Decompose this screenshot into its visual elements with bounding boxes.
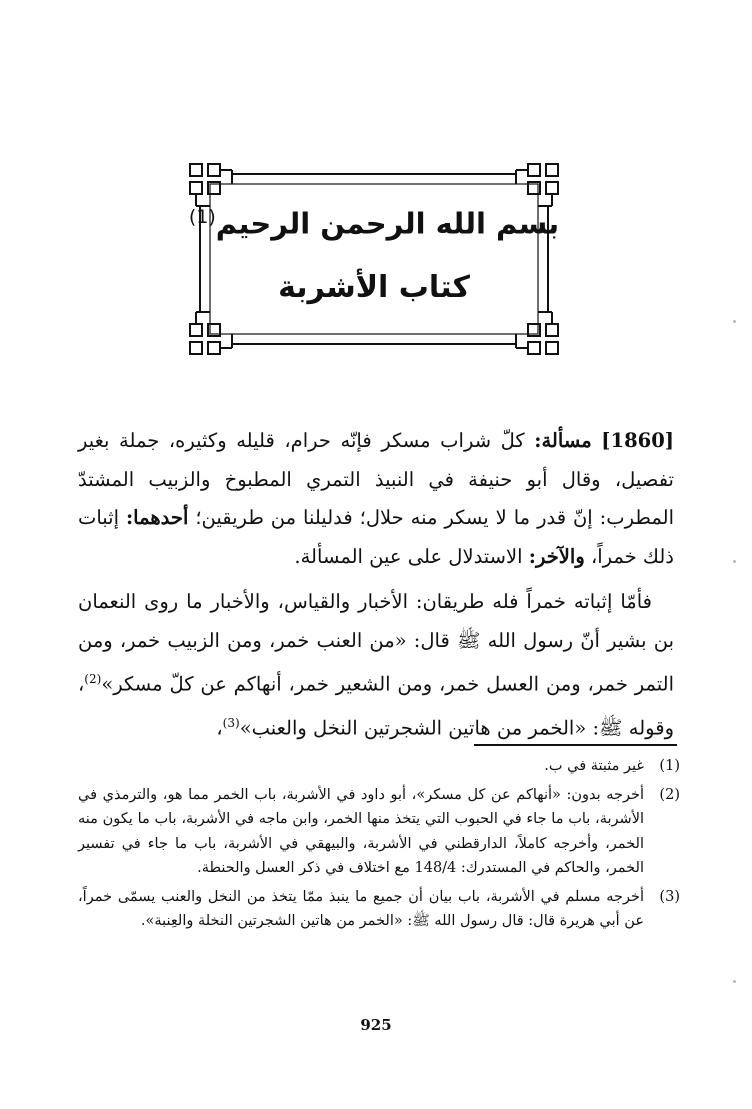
paragraph-text: ، وقوله ﷺ: «الخمر من هاتين الشجرتين النخل والعنب» <box>78 672 674 740</box>
first-way-label: أحدهما: <box>125 506 189 529</box>
footnote <box>78 885 680 934</box>
margin-speck <box>733 560 736 563</box>
footnotes <box>78 754 680 938</box>
footnote-number: (2) <box>659 786 680 803</box>
second-way-label: والآخر: <box>528 544 585 568</box>
issue-number: [1860] <box>601 429 675 452</box>
title-frame <box>186 160 562 358</box>
footnote-divider <box>474 744 677 746</box>
footnote-text: غير مثبتة في ب. <box>544 758 644 774</box>
paragraph-text: إثبات ذلك خمراً، <box>78 506 674 568</box>
ornamental-frame-border <box>186 160 562 358</box>
footnote-ref-2: (2) <box>84 672 102 686</box>
footnote-number: (1) <box>659 758 680 774</box>
book-title: كتاب الأشربة <box>278 270 470 305</box>
footnote <box>78 754 680 779</box>
paragraph-text: كلّ شراب مسكر فإنّه حرام، قليله وكثيره، جملة بغير تفصيل، وقال أبو حنيفة في النبيذ التمري المطبوخ والزبيب المشتدّ المطرب: إنّ قدر ما لا يسكر منه حلال؛ فدليلنا من طريقين؛ <box>78 429 674 529</box>
paragraph-text: ، <box>216 716 223 740</box>
footnote <box>78 783 680 881</box>
footnote-number: (3) <box>659 888 680 905</box>
footnote-ref-3: (3) <box>222 716 240 730</box>
page-number: 925 <box>360 1016 392 1034</box>
footnote-ref-1: (1) <box>188 206 216 228</box>
footnote-text: أخرجه مسلم في الأشربة، باب بيان أن جميع ما ينبذ ممّا يتخذ من النخل والعنب يسمّى خمراً، عن أبي هريرة قال: قال رسول الله ﷺ: «الخمر من هاتين الشجرتين النخلة والعِنبة». <box>78 888 644 929</box>
evidence-paragraph <box>78 583 674 748</box>
footnote-text: أخرجه بدون: «أنهاكم عن كل مسكر»، أبو داود في الأشربة، باب الخمر مما هو، والترمذي في الأشربة، باب ما جاء في الحبوب التي يتخذ منها الخمر، وابن ماجه في الأشربة، باب ما يكون منه الخمر، وأخرجه كاملاً، الدارقطني في الأشربة، والبيهقي في الأشربة، باب ما جاء في تفسير الخمر، والحاكم في المستدرك: 148/4 مع اختلاف في ذكر العسل والحنطة. <box>78 786 644 876</box>
paragraph-text: فأمّا إثباته خمراً فله طريقان: الأخبار والقياس، والأخبار ما روى النعمان بن بشير أنّ رسول الله ﷺ قال: «من العنب خمر، ومن الزبيب خمر، ومن التمر خمر، ومن العسل خمر، ومن الشعير خمر، أنهاكم عن كلّ مسكر» <box>78 590 674 696</box>
issue-label: مسألة: <box>534 429 592 452</box>
margin-speck <box>733 320 736 323</box>
basmala-heading: بسم الله الرحمن الرحيم$^{(1)}$ <box>188 206 560 241</box>
margin-speck <box>733 980 736 983</box>
issue-paragraph <box>78 422 674 576</box>
paragraph-text: الاستدلال على عين المسألة. <box>294 544 523 568</box>
